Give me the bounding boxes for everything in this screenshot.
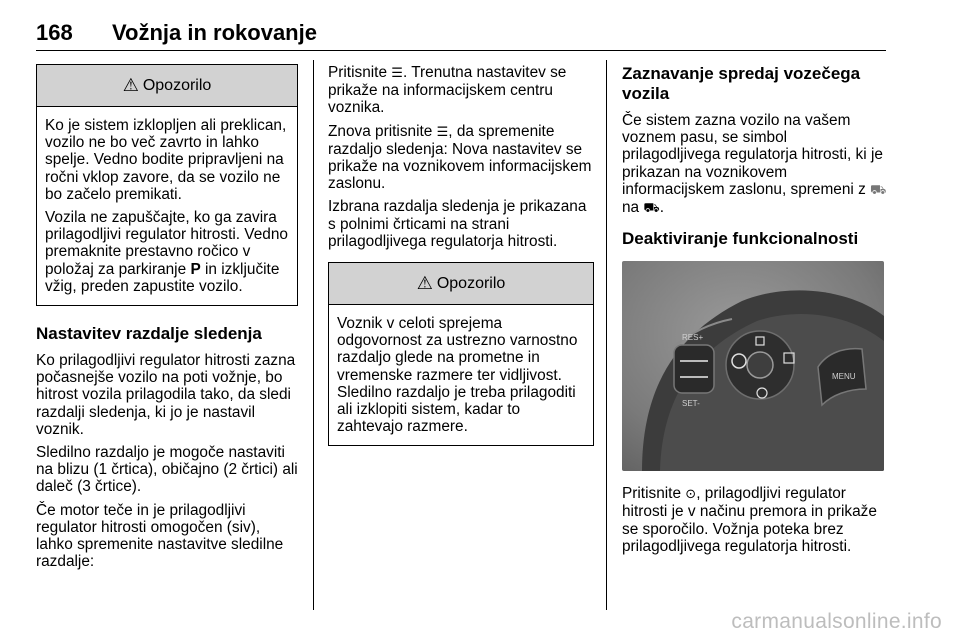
warning-text: Ko je sistem izklopljen ali preklican, vozilo ne bo več zavrto in lahko spelje. Vedno bodite pripravljeni na ročni vklop zavore, da se vozilo ne bo začelo premikati.	[45, 117, 287, 203]
cruise-control-icon: ⊙	[685, 487, 697, 503]
column-1	[36, 64, 298, 576]
page-title: Vožnja in rokovanje	[112, 20, 317, 45]
gear-position-p: P	[190, 260, 201, 278]
warning-header	[37, 65, 297, 107]
body-paragraph: Izbrana razdalja sledenja je prikazana s polnimi črticami na strani prilagodljivega regulatorja hitrosti.	[328, 198, 587, 250]
res-set-rocker	[674, 345, 714, 393]
body-paragraph: Če sistem zazna vozilo na vašem voznem pasu, se simbol prilagodljivega regulatorja hitrosti, ki je prikazan na voznikovem informacijskem zaslonu, spremeni z ⛟ na ⛟.	[622, 112, 887, 217]
warning-title: Opozorilo	[436, 274, 506, 292]
menu-label: MENU	[832, 372, 856, 382]
section-heading: Deaktiviranje funkcionalnosti	[622, 229, 859, 249]
section-heading: Nastavitev razdalje sledenja	[36, 324, 262, 344]
warning-triangle-icon: ⚠	[416, 272, 433, 293]
page-number: 168	[36, 20, 73, 45]
warning-box	[36, 64, 298, 306]
column-3	[622, 64, 888, 561]
following-distance-icon: ☰	[391, 66, 403, 81]
section-heading: Zaznavanje spredaj vozečega vozila	[622, 64, 861, 103]
body-paragraph: Pritisnite ⊙, prilagodljivi regulator hitrosti je v načinu premora in prikaže se sporočilo. Vožnja poteka brez prilagodljivega regulatorja hitrosti.	[622, 485, 877, 555]
warning-box	[328, 262, 594, 446]
set-label: SET-	[682, 399, 700, 409]
watermark: carmanualsonline.info	[731, 610, 942, 633]
center-button	[747, 352, 773, 378]
warning-title: Opozorilo	[142, 76, 212, 94]
column-2	[328, 64, 594, 446]
body-paragraph: Znova pritisnite ☰, da spremenite razdaljo sledenja: Nova nastavitev se prikaže na voznikovem informacijskem zaslonu.	[328, 122, 592, 193]
steering-wheel-controls-photo	[622, 261, 884, 471]
steering-wheel-illustration	[622, 261, 884, 471]
acc-vehicle-detected-icon: ⛟	[643, 201, 660, 217]
body-paragraph: Sledilno razdaljo je mogoče nastaviti na blizu (1 črtica), običajno (2 črtici) ali daleč (3 črtice).	[36, 444, 298, 496]
warning-triangle-icon: ⚠	[122, 74, 139, 95]
column-divider	[606, 60, 607, 610]
acc-symbol-icon: ⛟	[870, 182, 887, 198]
body-paragraph: Ko prilagodljivi regulator hitrosti zazna počasnejše vozilo na poti vožnje, bo hitrost vozila prilagodila tako, da sledi razdalji sledenja, ki jo je nastavil voznik.	[36, 352, 296, 438]
warning-header	[329, 263, 593, 305]
body-paragraph: Pritisnite ☰. Trenutna nastavitev se prikaže na informacijskem centru voznika.	[328, 64, 567, 117]
warning-text: Vozila ne zapuščajte, ko ga zavira prilagodljivi regulator hitrosti. Vedno premaknite prestavno ročico v položaj za parkiranje P in izključite vžig, preden zapustite vozilo.	[45, 209, 288, 295]
column-divider	[313, 60, 314, 610]
res-label: RES+	[682, 333, 704, 343]
body-paragraph: Če motor teče in je prilagodljivi regulator hitrosti omogočen (siv), lahko spremenite nastavitve sledilne razdalje:	[36, 501, 284, 571]
page-header	[36, 20, 886, 51]
warning-text: Voznik v celoti sprejema odgovornost za ustrezno varnostno razdaljo glede na prometne in vremenske razmere ter vidljivost. Sledilno razdaljo je treba prilagoditi ali izklopiti sistem, kadar to zahtevajo razmere.	[337, 315, 578, 436]
following-distance-icon: ☰	[436, 124, 449, 140]
